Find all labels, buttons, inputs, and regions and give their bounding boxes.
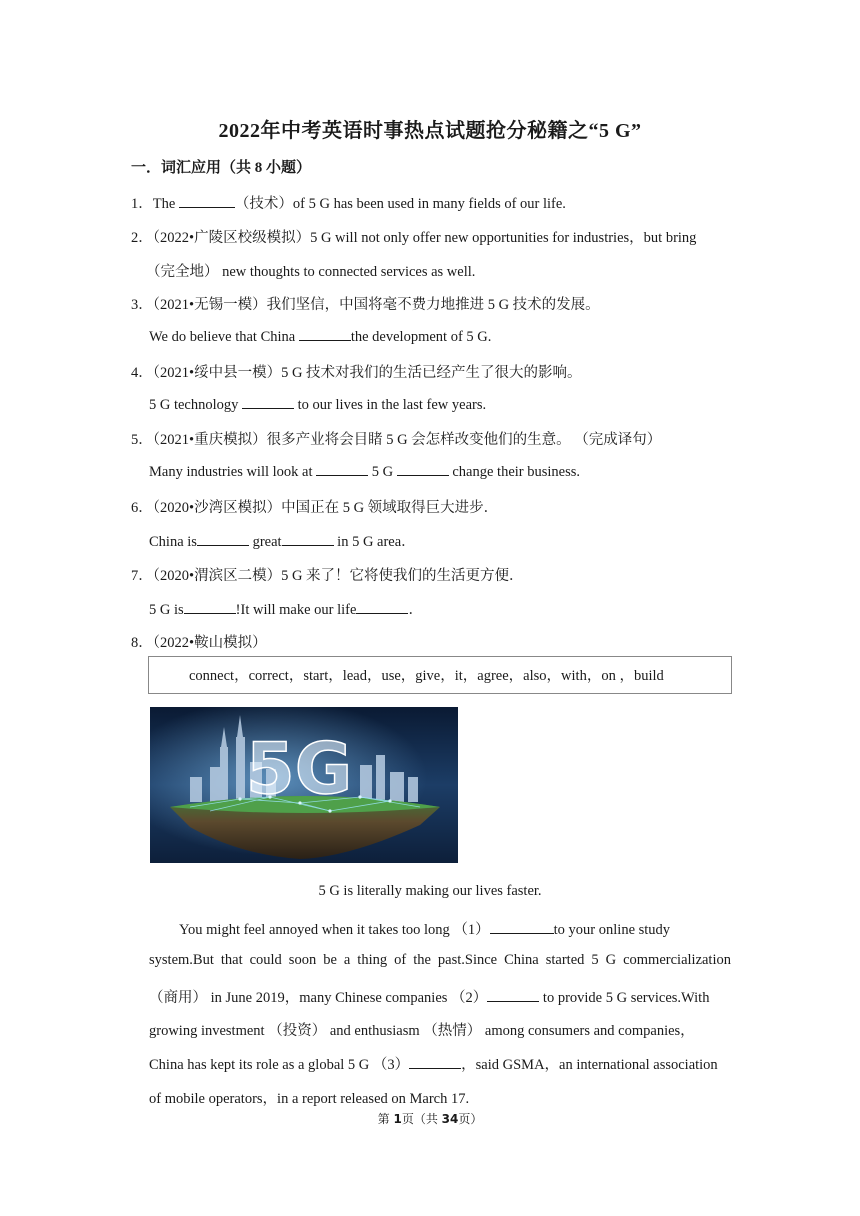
page-footer: 第 1页（共 34页） [377, 1112, 483, 1126]
page-number: 1 [393, 1112, 402, 1126]
question-6: 6．（2020•沙湾区模拟）中国正在 5 G 领域取得巨大进步． [131, 500, 499, 516]
passage-line-4: growing investment （投资） and enthusiasm （热情） among consumers and companies， [149, 1023, 695, 1039]
section-heading: 一．词汇应用（共 8 小题） [131, 160, 312, 176]
passage-line-2: system.But that could soon be a thing of the past.Since China started 5 G commercialization [149, 952, 731, 968]
word-bank-box: connect，correct，start，lead，use，give，it，agree，also，with，on ，build [148, 656, 732, 694]
answer-blank[interactable] [397, 462, 449, 476]
answer-blank[interactable] [197, 532, 249, 546]
answer-blank[interactable] [299, 327, 351, 341]
question-5-english: Many industries will look at 5 G change their business. [149, 464, 581, 480]
question-7: 7．（2020•渭滨区二模）5 G 来了！它将使我们的生活更方便． [131, 568, 524, 584]
passage-line-6: of mobile operators，in a report released on March 17. [149, 1091, 470, 1107]
5g-label: 5G [246, 728, 353, 810]
question-3-english: We do believe that China the development of 5 G. [149, 329, 492, 345]
answer-blank[interactable] [242, 395, 294, 409]
passage-line-5: China has kept its role as a global 5 G （3） ，said GSMA，an international association [149, 1057, 718, 1073]
question-3: 3．（2021•无锡一模）我们坚信，中国将毫不费力地推进 5 G 技术的发展。 [131, 297, 600, 313]
passage-line-3: （商用） in June 2019，many Chinese companies （2） to provide 5 G services.With [149, 990, 710, 1006]
question-2-line-2: （完全地） new thoughts to connected services as well. [146, 264, 476, 280]
answer-blank[interactable] [282, 532, 334, 546]
answer-blank[interactable] [356, 600, 408, 614]
question-2: 2．（2022•广陵区校级模拟）5 G will not only offer new opportunities for industries，but bring [131, 230, 697, 246]
question-4-english: 5 G technology to our lives in the last few years. [149, 397, 487, 413]
answer-blank[interactable] [316, 462, 368, 476]
passage-line-1: You might feel annoyed when it takes too long （1） to your online study [179, 922, 671, 938]
question-8: 8．（2022•鞍山模拟） [131, 635, 267, 651]
question-7-english: 5 G is !It will make our life ． [149, 602, 423, 618]
question-1: 1．The （技术）of 5 G has been used in many fields of our life. [131, 196, 566, 212]
answer-blank-1[interactable] [490, 920, 554, 934]
answer-blank-2[interactable] [487, 988, 539, 1002]
answer-blank[interactable] [184, 600, 236, 614]
page-title: 2022年中考英语时事热点试题抢分秘籍之“5 G” [218, 120, 642, 142]
question-5: 5．（2021•重庆模拟）很多产业将会目睹 5 G 会怎样改变他们的生意。 （完成译句） [131, 432, 662, 448]
page-total: 34 [441, 1112, 459, 1126]
question-4: 4．（2021•绥中县一模）5 G 技术对我们的生活已经产生了很大的影响。 [131, 365, 582, 381]
answer-blank[interactable] [179, 194, 235, 208]
question-6-english: China is great in 5 G area． [149, 534, 416, 550]
5g-city-illustration [150, 707, 458, 863]
answer-blank-3[interactable] [409, 1055, 461, 1069]
image-caption: 5 G is literally making our lives faster. [318, 883, 542, 899]
